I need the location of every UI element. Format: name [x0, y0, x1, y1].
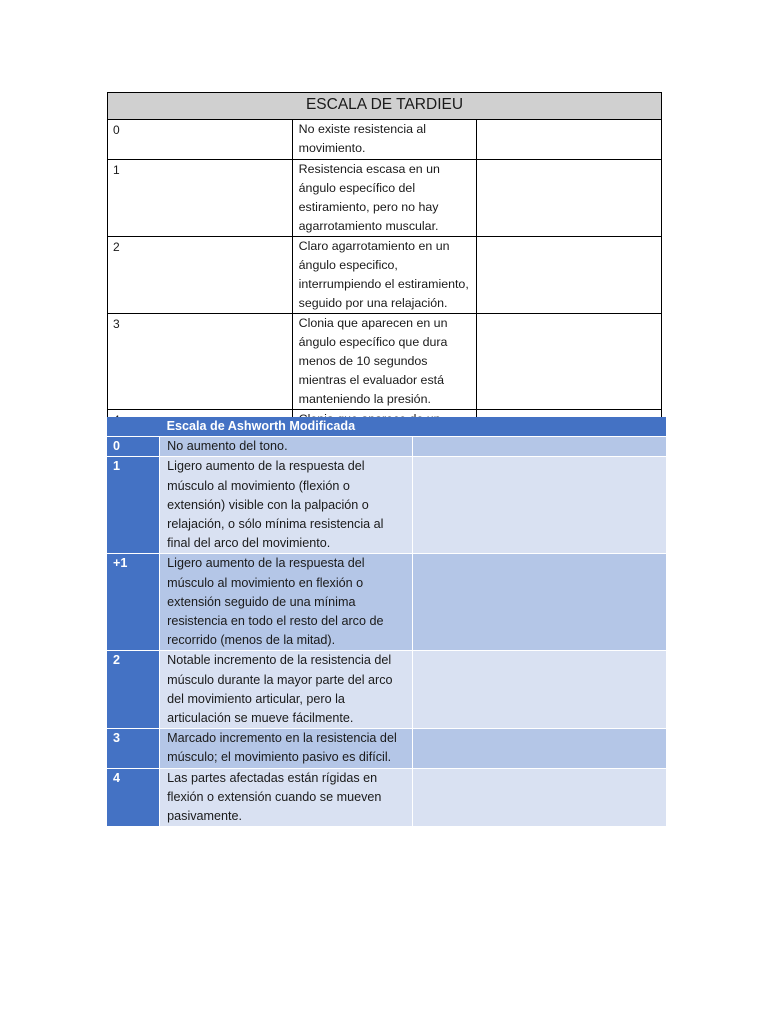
tardieu-grade: 2 — [108, 237, 293, 314]
ashworth-header-corner — [107, 417, 160, 437]
table-row — [107, 729, 666, 768]
tardieu-grade: 3 — [108, 314, 293, 410]
ashworth-grade: +1 — [107, 554, 160, 651]
tardieu-empty-cell — [477, 160, 662, 237]
tardieu-description: Clonia que aparecen en un ángulo específico que dura menos de 10 segundos mientras el evaluador está manteniendo la presión. — [292, 314, 477, 410]
table-row — [107, 768, 666, 827]
ashworth-empty-cell — [413, 729, 666, 768]
table-row — [107, 554, 666, 651]
ashworth-empty-cell — [413, 457, 666, 554]
ashworth-description: Ligero aumento de la respuesta del músculo al movimiento (flexión o extensión) visible con la palpación o relajación, o sólo mínima resistencia al final del arco del movimiento. — [160, 457, 413, 554]
table-row — [108, 160, 662, 237]
tardieu-description: No existe resistencia al movimiento. — [292, 120, 477, 160]
tardieu-grade: 0 — [108, 120, 293, 160]
tardieu-empty-cell — [477, 237, 662, 314]
table-row — [107, 651, 666, 729]
ashworth-grade: 1 — [107, 457, 160, 554]
ashworth-grade: 0 — [107, 437, 160, 457]
table-row — [108, 120, 662, 160]
ashworth-empty-cell — [413, 554, 666, 651]
ashworth-description: Notable incremento de la resistencia del músculo durante la mayor parte del arco del movimiento articular, pero la articulación se mueve fácilmente. — [160, 651, 413, 729]
ashworth-empty-cell — [413, 651, 666, 729]
ashworth-description: Ligero aumento de la respuesta del músculo al movimiento en flexión o extensión seguido de una mínima resistencia en todo el resto del arco de recorrido (menos de la mitad). — [160, 554, 413, 651]
ashworth-empty-cell — [413, 437, 666, 457]
ashworth-header-row — [107, 417, 666, 437]
tardieu-empty-cell — [477, 120, 662, 160]
tardieu-empty-cell — [477, 314, 662, 410]
table-row — [108, 314, 662, 410]
ashworth-description: Las partes afectadas están rígidas en flexión o extensión cuando se mueven pasivamente. — [160, 768, 413, 827]
ashworth-description: No aumento del tono. — [160, 437, 413, 457]
table-row — [107, 457, 666, 554]
ashworth-title: Escala de Ashworth Modificada — [160, 417, 666, 437]
tardieu-title: ESCALA DE TARDIEU — [108, 93, 662, 120]
ashworth-grade: 3 — [107, 729, 160, 768]
ashworth-description: Marcado incremento en la resistencia del músculo; el movimiento pasivo es difícil. — [160, 729, 413, 768]
ashworth-grade: 4 — [107, 768, 160, 827]
ashworth-grade: 2 — [107, 651, 160, 729]
tardieu-description: Claro agarrotamiento en un ángulo especifico, interrumpiendo el estiramiento, seguido por una relajación. — [292, 237, 477, 314]
ashworth-scale-table — [107, 417, 666, 827]
tardieu-grade: 1 — [108, 160, 293, 237]
tardieu-description: Resistencia escasa en un ángulo específico del estiramiento, pero no hay agarrotamiento muscular. — [292, 160, 477, 237]
table-row — [108, 237, 662, 314]
ashworth-empty-cell — [413, 768, 666, 827]
table-row — [107, 437, 666, 457]
